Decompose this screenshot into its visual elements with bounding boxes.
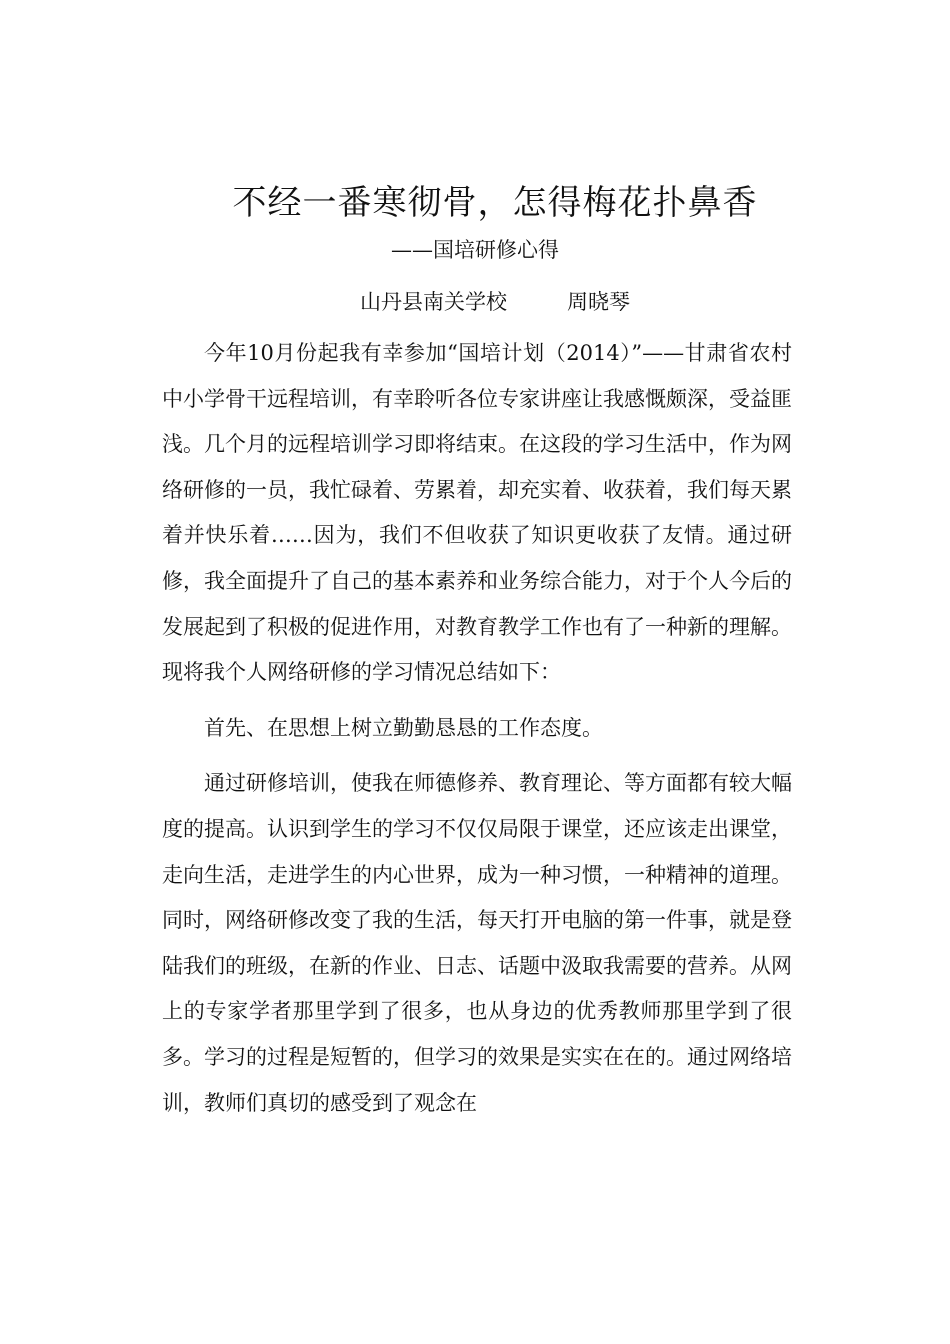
byline	[0, 284, 950, 320]
paragraph: 首先、在思想上树立勤勤恳恳的工作态度。	[204, 715, 603, 740]
author-name: 周晓琴	[567, 290, 630, 314]
paragraph: 通过研修培训，使我在师德修养、教育理论、等方面都有较大幅度的提高。认识到学生的学习不仅仅局限于课堂，还应该走出课堂，走向生活，走进学生的内心世界，成为一种习惯，一种精神的道理。同时，网络研修改变了我的生活，每天打开电脑的第一件事，就是登陆我们的班级，在新的作业、日志、话题中汲取我需要的营养。从网上的专家学者那里学到了很多，也从身边的优秀教师那里学到了很多。学习的过程是短暂的，但学习的效果是实实在在的。通过网络培训，教师们真切的感受到了观念在	[162, 771, 792, 1115]
school-name: 山丹县南关学校	[360, 290, 507, 314]
paragraph: 今年10月份起我有幸参加“国培计划（2014）”——甘肃省农村中小学骨干远程培训，有幸聆听各位专家讲座让我感慨颇深，受益匪浅。几个月的远程培训学习即将结束。在这段的学习生活中，作为网络研修的一员，我忙碌着、劳累着，却充实着、收获着，我们每天累着并快乐着……因为，我们不但收获了知识更收获了友情。通过研修，我全面提升了自己的基本素养和业务综合能力，对于个人今后的发展起到了积极的促进作用，对教育教学工作也有了一种新的理解。现将我个人网络研修的学习情况总结如下：	[162, 341, 792, 685]
document-subtitle: ——国培研修心得	[391, 238, 559, 262]
document-title: 不经一番寒彻骨，怎得梅花扑鼻香	[232, 183, 758, 223]
document-body	[162, 331, 792, 1126]
